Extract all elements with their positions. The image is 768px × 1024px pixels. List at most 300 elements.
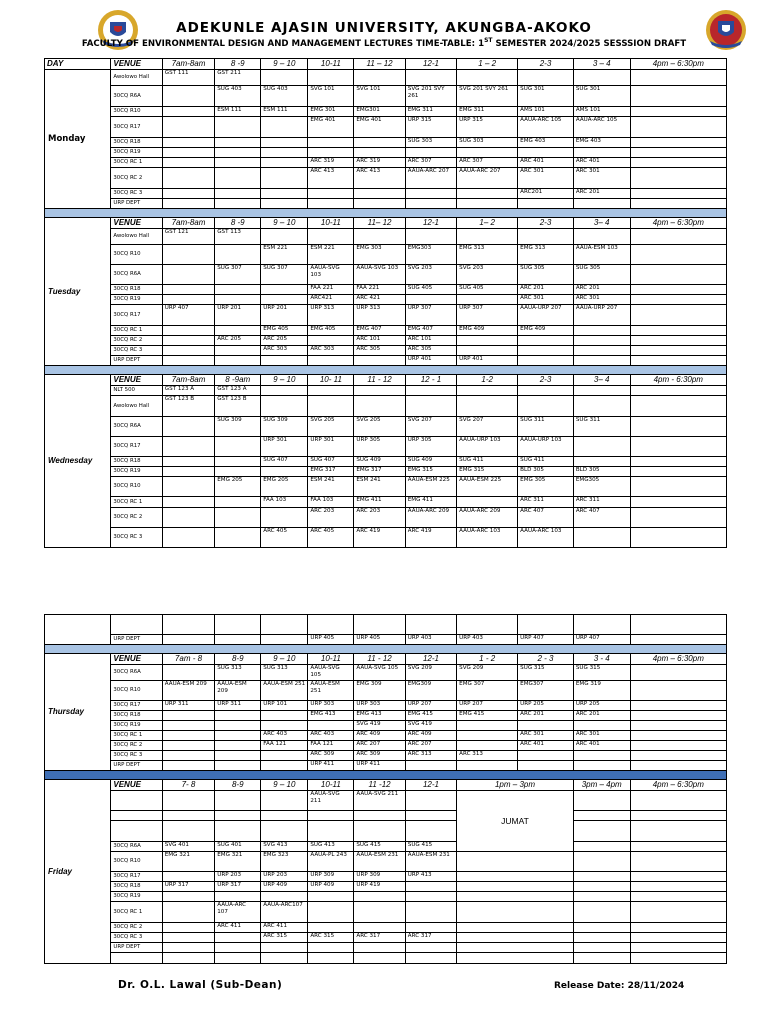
venue-cell: 30CQ RC 2 <box>111 168 162 189</box>
course-cell <box>405 821 456 842</box>
course-cell <box>261 70 308 86</box>
course-cell: ARC 205 <box>215 336 261 346</box>
course-cell <box>457 386 518 396</box>
course-cell: AAUA-ESM 251 <box>261 681 308 701</box>
course-cell <box>261 158 308 168</box>
course-cell <box>162 138 214 148</box>
course-cell: URP 311 <box>162 701 214 711</box>
course-cell <box>630 721 726 731</box>
course-cell <box>162 721 214 731</box>
course-cell <box>630 336 726 346</box>
course-cell: ARC 313 <box>405 751 456 761</box>
venue-cell: 30CQ RC 2 <box>111 741 162 751</box>
course-cell <box>630 457 726 467</box>
course-cell: SUG 407 <box>308 457 354 467</box>
course-cell: ARC 303 <box>261 346 308 356</box>
course-cell: AAUA-ARC 107 <box>215 902 261 923</box>
time-slot-header: 1-2 <box>457 375 518 386</box>
course-cell <box>261 811 308 821</box>
course-cell <box>630 229 726 245</box>
course-cell <box>573 336 630 346</box>
table-row <box>45 953 727 964</box>
course-cell: SUG 315 <box>573 665 630 681</box>
course-cell <box>405 199 456 209</box>
time-slot-header: 10- 11 <box>308 375 354 386</box>
header-row <box>45 780 727 791</box>
course-cell <box>215 615 261 635</box>
course-cell <box>215 731 261 741</box>
course-cell: SUG 301 <box>518 86 574 107</box>
course-cell <box>354 386 405 396</box>
course-cell <box>630 189 726 199</box>
course-cell <box>215 933 261 943</box>
time-slot-header: 1– 2 <box>457 218 518 229</box>
course-cell <box>215 158 261 168</box>
time-slot-header: 7am-8am <box>162 375 214 386</box>
table-row <box>45 497 727 508</box>
course-cell: ARC 301 <box>573 168 630 189</box>
course-cell <box>457 346 518 356</box>
course-cell: ARC 201 <box>518 711 574 721</box>
table-row <box>45 477 727 497</box>
course-cell <box>518 615 574 635</box>
time-slot-header: 2-3 <box>518 59 574 70</box>
course-cell: SUG 409 <box>405 457 456 467</box>
course-cell: SUG 405 <box>405 285 456 295</box>
course-cell <box>457 953 574 964</box>
course-cell: URP 305 <box>354 437 405 457</box>
course-cell <box>630 943 726 953</box>
venue-cell: 30CQ RC 2 <box>111 923 162 933</box>
course-cell: URP 203 <box>215 872 261 882</box>
course-cell <box>162 933 214 943</box>
course-cell <box>261 821 308 842</box>
course-cell <box>518 70 574 86</box>
course-cell: EMG 321 <box>162 852 214 872</box>
course-cell <box>308 721 354 731</box>
time-slot-header: 7am - 8 <box>162 654 214 665</box>
course-cell: AAUA-ESM 231 <box>405 852 456 872</box>
course-cell <box>405 811 456 821</box>
course-cell: SVG 419 <box>354 721 405 731</box>
course-cell <box>162 615 214 635</box>
course-cell <box>457 872 574 882</box>
table-row <box>45 943 727 953</box>
venue-cell: 30CQ R6A <box>111 86 162 107</box>
course-cell <box>630 615 726 635</box>
course-cell <box>630 356 726 366</box>
course-cell: ARC 401 <box>573 158 630 168</box>
course-cell <box>215 943 261 953</box>
course-cell <box>261 229 308 245</box>
time-slot-header: 9 – 10 <box>261 218 308 229</box>
course-cell: URP 407 <box>162 305 214 326</box>
venue-header: VENUE <box>111 59 162 70</box>
day-cell: Friday <box>45 780 111 964</box>
time-slot-header: 4pm – 6:30pm <box>630 59 726 70</box>
venue-cell: 30CQ R18 <box>111 711 162 721</box>
table-row <box>45 356 727 366</box>
separator-cell <box>45 366 727 375</box>
course-cell <box>261 791 308 811</box>
course-cell: EMG305 <box>573 477 630 497</box>
course-cell <box>630 107 726 117</box>
venue-cell: 30CQ RC 1 <box>111 497 162 508</box>
venue-header: VENUE <box>111 375 162 386</box>
table-row <box>45 467 727 477</box>
release-date: Release Date: 28/11/2024 <box>554 981 685 991</box>
course-cell <box>630 711 726 721</box>
time-slot-header: 3pm – 4pm <box>573 780 630 791</box>
course-cell <box>261 295 308 305</box>
course-cell <box>261 189 308 199</box>
course-cell <box>573 852 630 872</box>
course-cell <box>573 811 630 821</box>
course-cell <box>215 761 261 771</box>
course-cell: ARC 319 <box>308 158 354 168</box>
course-cell: EMG 415 <box>457 711 518 721</box>
course-cell: ARC 411 <box>261 923 308 933</box>
course-cell <box>215 467 261 477</box>
venue-cell: URP DEPT <box>111 635 162 645</box>
course-cell: BLD 305 <box>573 467 630 477</box>
course-cell: SVG 201 SVY 261 <box>405 86 456 107</box>
course-cell: URP 201 <box>261 305 308 326</box>
course-cell: FAA 121 <box>308 741 354 751</box>
course-cell <box>162 326 214 336</box>
course-cell <box>518 148 574 158</box>
course-cell <box>308 923 354 933</box>
course-cell: ARC 421 <box>354 295 405 305</box>
course-cell <box>162 872 214 882</box>
course-cell <box>162 168 214 189</box>
course-cell <box>215 199 261 209</box>
course-cell: BLD 305 <box>518 467 574 477</box>
course-cell <box>308 821 354 842</box>
course-cell <box>573 396 630 417</box>
course-cell <box>573 615 630 635</box>
course-cell: AAUA-URP 103 <box>518 437 574 457</box>
table-row <box>45 933 727 943</box>
course-cell: URP 203 <box>261 872 308 882</box>
timetable-page-1 <box>44 58 727 548</box>
course-cell <box>630 791 726 811</box>
course-cell <box>405 953 456 964</box>
venue-cell: 30CQ RC 1 <box>111 158 162 168</box>
course-cell <box>261 615 308 635</box>
course-cell: SUG 309 <box>261 417 308 437</box>
header-row <box>45 218 727 229</box>
course-cell: URP 301 <box>308 437 354 457</box>
course-cell <box>162 943 214 953</box>
course-cell: ARC 319 <box>354 158 405 168</box>
course-cell <box>215 721 261 731</box>
course-cell <box>215 508 261 528</box>
course-cell <box>630 497 726 508</box>
course-cell <box>162 295 214 305</box>
course-cell: AAUA-ARC 103 <box>518 528 574 548</box>
course-cell: GST 123 A <box>162 386 214 396</box>
course-cell: ARC 313 <box>457 751 518 761</box>
time-slot-header: 4pm – 6:30pm <box>630 654 726 665</box>
course-cell <box>261 761 308 771</box>
venue-cell: 30CQ RC 2 <box>111 508 162 528</box>
course-cell <box>518 336 574 346</box>
course-cell <box>308 386 354 396</box>
course-cell <box>457 882 574 892</box>
course-cell: ARC 301 <box>573 731 630 741</box>
course-cell: ARC 407 <box>518 508 574 528</box>
course-cell <box>573 437 630 457</box>
time-slot-header: 11– 12 <box>354 218 405 229</box>
venue-cell: 30CQ R6A <box>111 265 162 285</box>
course-cell <box>162 285 214 295</box>
venue-cell: URP DEPT <box>111 943 162 953</box>
venue-cell: Awolowo Hall <box>111 70 162 86</box>
course-cell <box>308 396 354 417</box>
course-cell: ARC 305 <box>405 346 456 356</box>
course-cell <box>354 615 405 635</box>
course-cell <box>518 386 574 396</box>
course-cell: SVG 203 <box>457 265 518 285</box>
course-cell: ARC 401 <box>518 158 574 168</box>
course-cell: SUG 311 <box>573 417 630 437</box>
venue-cell: 30CQ R17 <box>111 117 162 138</box>
venue-cell: 30CQ RC 1 <box>111 731 162 741</box>
course-cell <box>405 386 456 396</box>
course-cell: FAA 103 <box>308 497 354 508</box>
course-cell <box>215 791 261 811</box>
course-cell <box>261 751 308 761</box>
venue-cell: 30CQ RC 3 <box>111 346 162 356</box>
venue-cell: 30CQ R6A <box>111 417 162 437</box>
course-cell: SUG 305 <box>518 265 574 285</box>
course-cell: ARC 201 <box>518 285 574 295</box>
course-cell <box>573 326 630 336</box>
time-slot-header: 8 -9am <box>215 375 261 386</box>
course-cell <box>630 158 726 168</box>
course-cell: ARC 317 <box>405 933 456 943</box>
time-slot-header: 12-1 <box>405 59 456 70</box>
course-cell <box>162 117 214 138</box>
time-slot-header: 10-11 <box>308 780 354 791</box>
course-cell <box>215 346 261 356</box>
table-row <box>45 305 727 326</box>
course-cell <box>261 721 308 731</box>
course-cell: SVG 101 <box>308 86 354 107</box>
course-cell: SUG 401 <box>215 842 261 852</box>
table-row <box>45 731 727 741</box>
course-cell: EMG 403 <box>573 138 630 148</box>
course-cell <box>162 711 214 721</box>
course-cell <box>630 467 726 477</box>
course-cell <box>162 346 214 356</box>
course-cell: SVG 201 SVY 261 <box>457 86 518 107</box>
course-cell <box>308 229 354 245</box>
course-cell <box>215 821 261 842</box>
course-cell: SUG 405 <box>457 285 518 295</box>
course-cell <box>630 842 726 852</box>
course-cell: ARC 305 <box>354 346 405 356</box>
course-cell: AAUA-ARC 209 <box>457 508 518 528</box>
course-cell <box>261 508 308 528</box>
course-cell <box>573 346 630 356</box>
course-cell: URP 309 <box>308 872 354 882</box>
course-cell <box>457 396 518 417</box>
course-cell <box>308 892 354 902</box>
venue-cell: 30CQ RC 2 <box>111 336 162 346</box>
course-cell: EMG 315 <box>457 467 518 477</box>
course-cell <box>354 821 405 842</box>
venue-cell: 30CQ RC 3 <box>111 189 162 199</box>
signatory: Dr. O.L. Lawal (Sub-Dean) <box>118 979 283 991</box>
timetable-page-2 <box>44 614 727 964</box>
course-cell <box>630 477 726 497</box>
course-cell: ESM 241 <box>308 477 354 497</box>
course-cell: ARC 309 <box>354 751 405 761</box>
course-cell <box>162 751 214 761</box>
course-cell <box>162 467 214 477</box>
course-cell <box>518 346 574 356</box>
table-row <box>45 635 727 645</box>
course-cell <box>162 245 214 265</box>
course-cell <box>261 892 308 902</box>
course-cell <box>405 229 456 245</box>
course-cell <box>630 751 726 761</box>
course-cell <box>405 148 456 158</box>
venue-cell: 30CQ R19 <box>111 721 162 731</box>
course-cell: URP 307 <box>457 305 518 326</box>
course-cell <box>162 457 214 467</box>
course-cell: AAUA-ARC107 <box>261 902 308 923</box>
course-cell <box>573 892 630 902</box>
course-cell: AAUA-SVG 211 <box>308 791 354 811</box>
course-cell: GST 121 <box>162 229 214 245</box>
table-row <box>45 902 727 923</box>
venue-cell <box>111 821 162 842</box>
course-cell <box>457 923 574 933</box>
table-row <box>45 457 727 467</box>
course-cell <box>308 148 354 158</box>
course-cell: URP 407 <box>573 635 630 645</box>
course-cell: SUG 403 <box>215 86 261 107</box>
course-cell: SVG 207 <box>457 417 518 437</box>
course-cell: ARC 315 <box>308 933 354 943</box>
timetable-subtitle <box>0 37 768 49</box>
course-cell: AAUA-SVG 211 <box>354 791 405 811</box>
course-cell: URP 205 <box>573 701 630 711</box>
course-cell: FAA 103 <box>261 497 308 508</box>
course-cell <box>573 70 630 86</box>
course-cell <box>630 508 726 528</box>
course-cell: EMG 413 <box>354 711 405 721</box>
course-cell: EMG 205 <box>261 477 308 497</box>
course-cell: EMG 309 <box>354 681 405 701</box>
table-row <box>45 751 727 761</box>
course-cell: AAUA-ARC 207 <box>405 168 456 189</box>
course-cell: ARC 311 <box>573 497 630 508</box>
course-cell <box>215 168 261 189</box>
course-cell <box>457 721 518 731</box>
course-cell <box>630 731 726 741</box>
course-cell <box>518 761 574 771</box>
course-cell <box>518 229 574 245</box>
course-cell: ARC 207 <box>405 741 456 751</box>
time-slot-header: 2-3 <box>518 218 574 229</box>
course-cell <box>573 933 630 943</box>
time-slot-header: 8 -9 <box>215 59 261 70</box>
table-row <box>45 882 727 892</box>
venue-cell: 30CQ R19 <box>111 295 162 305</box>
course-cell <box>630 265 726 285</box>
course-cell <box>405 791 456 811</box>
table-row <box>45 138 727 148</box>
time-slot-header: 2 - 3 <box>518 654 574 665</box>
course-cell: GST 123 A <box>215 386 261 396</box>
course-cell <box>261 711 308 721</box>
course-cell: ARC 309 <box>308 751 354 761</box>
course-cell: AAUA-ARC 103 <box>457 528 518 548</box>
course-cell <box>162 761 214 771</box>
course-cell <box>457 229 518 245</box>
venue-cell: 30CQ R17 <box>111 305 162 326</box>
course-cell: URP 309 <box>354 872 405 882</box>
course-cell <box>573 943 630 953</box>
course-cell: EMG 411 <box>405 497 456 508</box>
course-cell: AAUA-ESM 251 <box>308 681 354 701</box>
time-slot-header: 12-1 <box>405 780 456 791</box>
time-slot-header: 3– 4 <box>573 218 630 229</box>
course-cell <box>162 665 214 681</box>
course-cell: AAUA-SVG 105 <box>354 665 405 681</box>
course-cell: URP 207 <box>457 701 518 711</box>
time-slot-header: 8 -9 <box>215 218 261 229</box>
course-cell <box>162 902 214 923</box>
course-cell <box>405 70 456 86</box>
course-cell <box>457 295 518 305</box>
course-cell <box>162 336 214 346</box>
table-row <box>45 528 727 548</box>
venue-cell: 30CQ R19 <box>111 148 162 158</box>
course-cell: ARC 301 <box>573 295 630 305</box>
course-cell: SUG 307 <box>261 265 308 285</box>
venue-cell <box>111 811 162 821</box>
course-cell: GST 123 B <box>162 396 214 417</box>
course-cell <box>630 872 726 882</box>
course-cell: AMS 101 <box>573 107 630 117</box>
course-cell <box>162 497 214 508</box>
venue-cell: 30CQ R10 <box>111 477 162 497</box>
course-cell <box>215 751 261 761</box>
course-cell: URP 305 <box>405 437 456 457</box>
course-cell <box>162 892 214 902</box>
course-cell: ARC 409 <box>405 731 456 741</box>
course-cell <box>405 882 456 892</box>
course-cell: EMG309 <box>405 681 456 701</box>
course-cell: EMG 401 <box>354 117 405 138</box>
course-cell: SUG 411 <box>457 457 518 467</box>
course-cell <box>630 437 726 457</box>
venue-header: VENUE <box>111 780 162 791</box>
course-cell <box>162 265 214 285</box>
course-cell: EMG 323 <box>261 852 308 872</box>
table-row <box>45 852 727 872</box>
course-cell <box>630 168 726 189</box>
course-cell: ARC 419 <box>354 528 405 548</box>
course-cell <box>457 70 518 86</box>
course-cell: AAUA-URP 207 <box>518 305 574 326</box>
course-cell <box>630 821 726 842</box>
